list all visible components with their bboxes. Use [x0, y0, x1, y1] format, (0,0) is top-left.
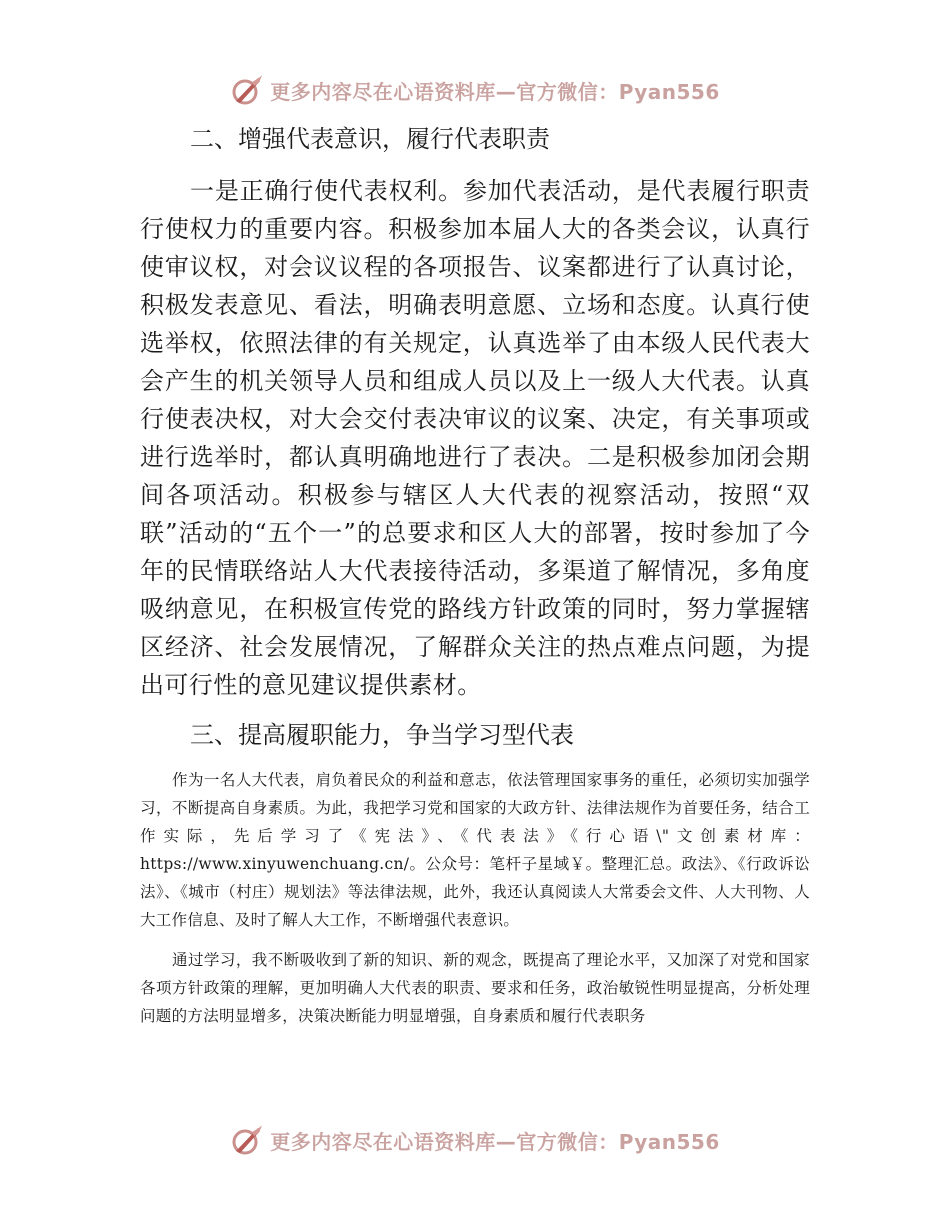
quill-logo-icon: [230, 1123, 264, 1157]
section-3-paragraph-1: 作为一名人大代表，肩负着民众的利益和意志，依法管理国家事务的重任，必须切实加强学习，不断提高自身素质。为此，我把学习党和国家的大政方针、法律法规作为首要任务，结合工作实际，先后学习了《宪法》、《代表法》《行心语\"文创素材库：https://www.xinyuwenchuang.cn/。公众号：笔杆子星域￥。整理汇总。政法》、《行政诉讼法》、《城市（村庄）规划法》等法律法规，此外，我还认真阅读人大常委会文件、人大刊物、人大工作信息、及时了解人大工作，不断增强代表意识。: [140, 771, 810, 929]
banner-text: 更多内容尽在心语资料库—官方微信：Pyan556: [270, 79, 720, 104]
header-banner: [0, 70, 950, 110]
document-body: [140, 120, 810, 1030]
section-heading-3: 三、提高履职能力，争当学习型代表: [190, 721, 574, 749]
footer-banner: [0, 1120, 950, 1160]
section-2-paragraph: 一是正确行使代表权利。参加代表活动，是代表履行职责行使权力的重要内容。积极参加本届人大的各类会议，认真行使审议权，对会议议程的各项报告、议案都进行了认真讨论，积极发表意见、看法，明确表明意愿、立场和态度。认真行使选举权，依照法律的有关规定，认真选举了由本级人民代表大会产生的机关领导人员和组成人员以及上一级人大代表。认真行使表决权，对大会交付表决审议的议案、决定，有关事项或进行选举时，都认真明确地进行了表决。二是积极参加闭会期间各项活动。积极参与辖区人大代表的视察活动，按照“双联”活动的“五个一”的总要求和区人大的部署，按时参加了今年的民情联络站人大代表接待活动，多渠道了解情况，多角度吸纳意见，在积极宣传党的路线方针政策的同时，努力掌握辖区经济、社会发展情况，了解群众关注的热点难点问题，为提出可行性的意见建议提供素材。: [140, 177, 810, 699]
section-heading-2: 二、增强代表意识，履行代表职责: [190, 125, 550, 153]
quill-logo-icon: [230, 73, 264, 107]
banner-text: 更多内容尽在心语资料库—官方微信：Pyan556: [270, 1129, 720, 1154]
section-3-paragraph-2: 通过学习，我不断吸收到了新的知识、新的观念，既提高了理论水平，又加深了对党和国家各项方针政策的理解，更加明确人大代表的职责、要求和任务，政治敏锐性明显提高，分析处理问题的方法明显增多，决策决断能力明显增强，自身素质和履行代表职务: [140, 951, 810, 1025]
